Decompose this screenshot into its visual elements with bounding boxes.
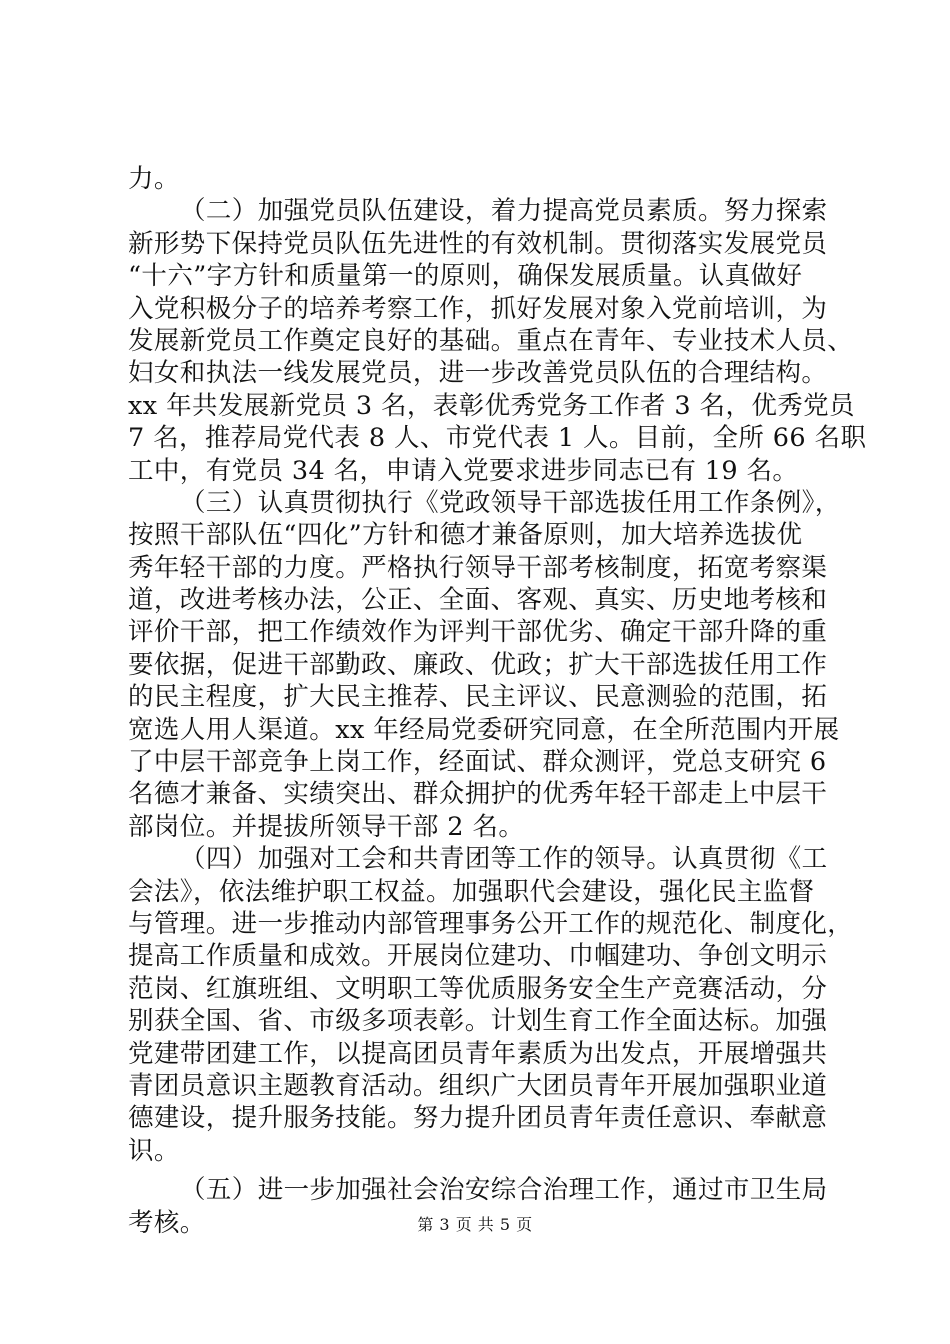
text-line: 妇女和执法一线发展党员，进一步改善党员队伍的合理结构。 xyxy=(128,358,828,389)
text-line: 别获全国、省、市级多项表彰。计划生育工作全面达标。加强 xyxy=(128,1006,828,1037)
text-line: 7 名，推荐局党代表 8 人、市党代表 1 人。目前，全所 66 名职 xyxy=(128,423,867,454)
text-line: 道，改进考核办法，公正、全面、客观、真实、历史地考核和 xyxy=(128,585,828,616)
text-line: 的民主程度，扩大民主推荐、民主评议、民意测验的范围，拓 xyxy=(128,682,828,713)
text-line: 入党积极分子的培养考察工作，抓好发展对象入党前培训，为 xyxy=(128,293,828,324)
text-line: 宽选人用人渠道。xx 年经局党委研究同意，在全所范围内开展 xyxy=(128,714,840,745)
paragraph-first-line: （三）认真贯彻执行《党政领导干部选拔任用工作条例》， xyxy=(180,487,841,518)
text-line: 秀年轻干部的力度。严格执行领导干部考核制度，拓宽考察渠 xyxy=(128,552,828,583)
text-line: 青团员意识主题教育活动。组织广大团员青年开展加强职业道 xyxy=(128,1070,828,1101)
text-line: 会法》，依法维护职工权益。加强职代会建设，强化民主监督 xyxy=(128,876,815,907)
text-line: 党建带团建工作，以提高团员青年素质为出发点，开展增强共 xyxy=(128,1038,828,1069)
text-line: 考核。 xyxy=(128,1207,206,1238)
text-line: 名德才兼备、实绩突出、群众拥护的优秀年轻干部走上中层干 xyxy=(128,779,828,810)
text-line: 力。 xyxy=(128,164,180,194)
paragraph-first-line: （四）加强对工会和共青团等工作的领导。认真贯彻《工 xyxy=(180,844,828,875)
text-line: 发展新党员工作奠定良好的基础。重点在青年、专业技术人员、 xyxy=(128,325,854,356)
document-body xyxy=(128,163,867,1239)
text-line: 要依据，促进干部勤政、廉政、优政；扩大干部选拔任用工作 xyxy=(128,649,828,680)
text-line: 与管理。进一步推动内部管理事务公开工作的规范化、制度化， xyxy=(128,908,854,939)
text-line: 提高工作质量和成效。开展岗位建功、巾帼建功、争创文明示 xyxy=(128,941,828,972)
text-line: 按照干部队伍“四化”方针和德才兼备原则，加大培养选拔优 xyxy=(128,520,803,551)
text-line: 新形势下保持党员队伍先进性的有效机制。贯彻落实发展党员 xyxy=(128,228,828,259)
page-footer: 第 3 页 共 5 页 xyxy=(417,1215,533,1234)
paragraph-first-line: （二）加强党员队伍建设，着力提高党员素质。努力探索 xyxy=(180,196,828,227)
text-line: 识。 xyxy=(128,1135,180,1166)
text-line: 德建设，提升服务技能。努力提升团员青年责任意识、奉献意 xyxy=(128,1103,828,1134)
text-line: 了中层干部竞争上岗工作，经面试、群众测评，党总支研究 6 xyxy=(128,747,827,778)
text-line: 范岗、红旗班组、文明职工等优质服务安全生产竞赛活动，分 xyxy=(128,973,828,1004)
text-line: 评价干部，把工作绩效作为评判干部优劣、确定干部升降的重 xyxy=(128,617,828,648)
text-line: “十六”字方针和质量第一的原则，确保发展质量。认真做好 xyxy=(128,261,803,292)
paragraph-first-line: （五）进一步加强社会治安综合治理工作，通过市卫生局 xyxy=(180,1175,828,1206)
text-line: 工中，有党员 34 名，申请入党要求进步同志已有 19 名。 xyxy=(128,455,799,486)
text-line: 部岗位。并提拔所领导干部 2 名。 xyxy=(128,811,525,842)
text-line: xx 年共发展新党员 3 名，表彰优秀党务工作者 3 名，优秀党员 xyxy=(128,390,855,421)
